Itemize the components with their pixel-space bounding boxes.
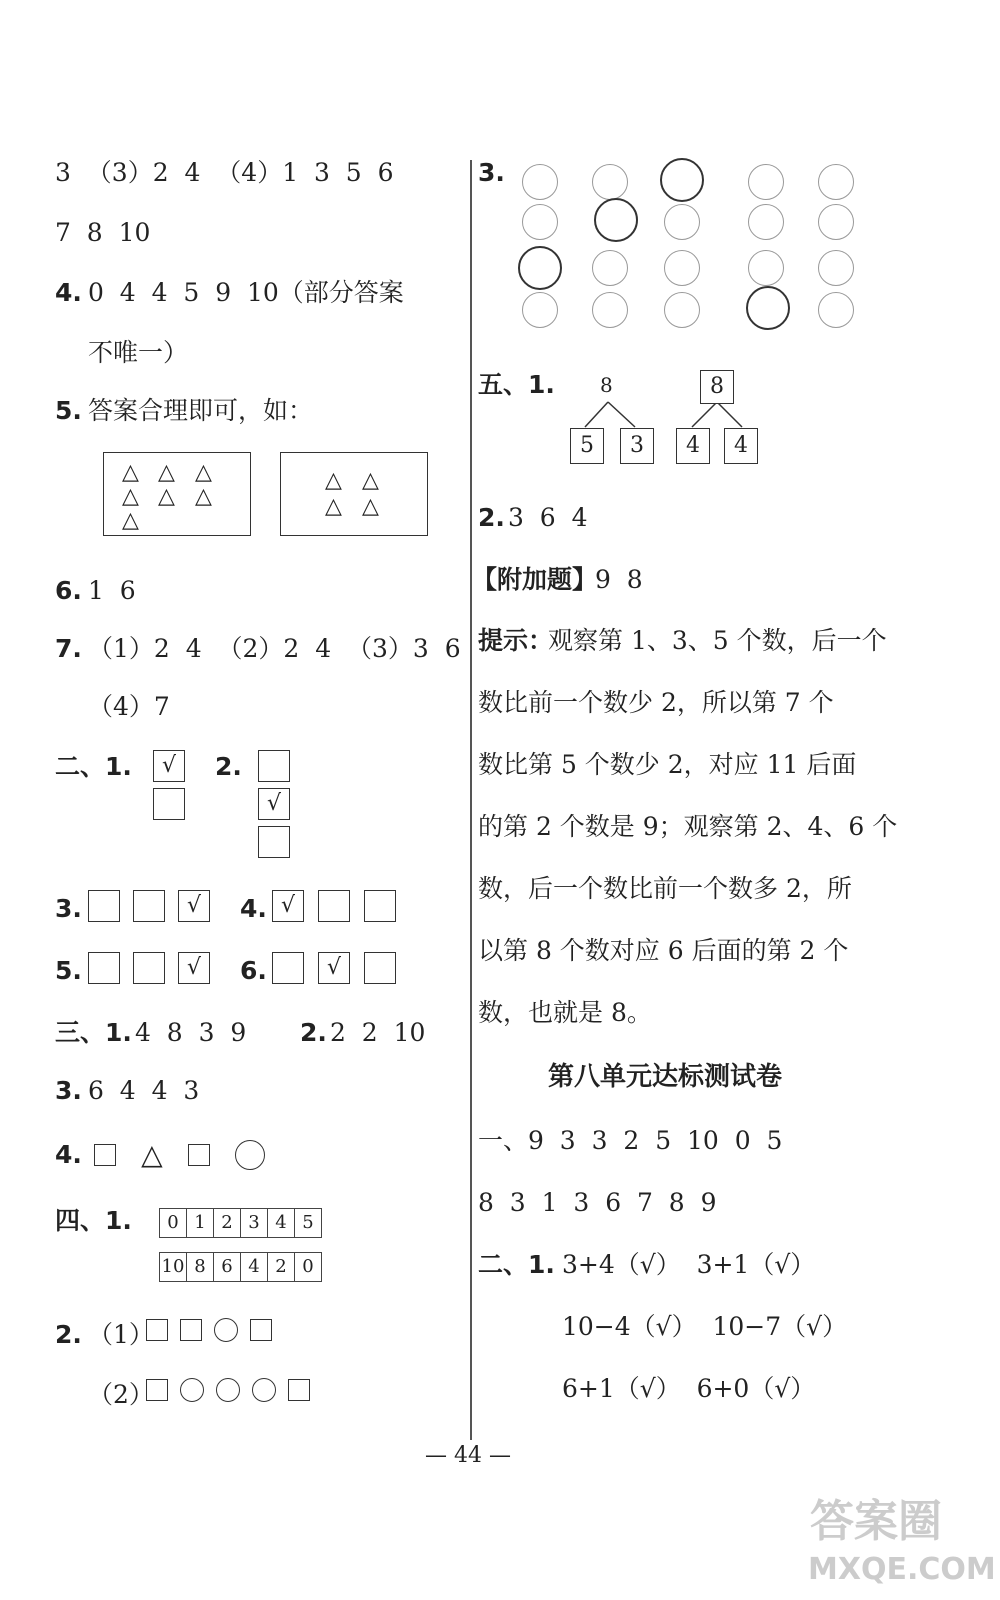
section-4-label: 四、1. xyxy=(55,1206,132,1235)
r-q3-number: 3. xyxy=(478,158,505,187)
number-cell: 6 xyxy=(213,1252,241,1282)
hint-line-4: 的第 2 个数是 9；观察第 2、4、6 个 xyxy=(478,812,898,841)
answer-line-1: 3 （3）2 4 （4）1 3 5 6 xyxy=(55,158,394,187)
watermelon-icon xyxy=(818,204,854,240)
q5-answer: 答案合理即可，如： xyxy=(88,396,314,425)
s3-q4-number: 4. xyxy=(55,1140,82,1169)
unit-s2-line-1: 3+4（√） 3+1（√） xyxy=(562,1250,816,1279)
eraser-icon xyxy=(592,164,628,200)
checkbox xyxy=(88,952,120,984)
s2-q2-number: 2. xyxy=(215,752,242,781)
seal-icon xyxy=(518,246,562,290)
dog-icon xyxy=(748,250,784,286)
s3-q2-answer: 2 2 10 xyxy=(330,1018,426,1047)
unit-s2-line-2: 10−4（√） 10−7（√） xyxy=(562,1312,848,1341)
bonus-label: 【附加题】 xyxy=(472,565,598,594)
s3-q1-answer: 4 8 3 9 xyxy=(135,1018,247,1047)
square-shape xyxy=(250,1319,272,1341)
hint-line-7: 数，也就是 8。 xyxy=(478,998,652,1027)
circle-shape xyxy=(214,1318,238,1342)
q6-number: 6. xyxy=(55,576,82,605)
number-row-1 xyxy=(160,1208,322,1238)
q7-answer: （1）2 4 （2）2 4 （3）3 6 xyxy=(88,634,461,663)
square-shape xyxy=(180,1319,202,1341)
unit-s2-label: 二、1. xyxy=(478,1250,555,1279)
checkbox xyxy=(258,826,290,858)
square-shape xyxy=(94,1144,116,1166)
number-cell: 4 xyxy=(267,1208,295,1238)
circle-shape xyxy=(252,1378,276,1402)
bond2-part-a: 4 xyxy=(676,428,710,464)
corn-icon xyxy=(664,292,700,328)
circle-shape xyxy=(235,1140,265,1170)
triangle-icon: △ xyxy=(122,484,139,509)
number-cell: 0 xyxy=(159,1208,187,1238)
number-cell: 8 xyxy=(186,1252,214,1282)
s4-q2-number: 2. xyxy=(55,1320,82,1349)
pepper-icon xyxy=(592,292,628,328)
number-cell: 2 xyxy=(267,1252,295,1282)
bond2-part-b: 4 xyxy=(724,428,758,464)
section-2-label: 二、1. xyxy=(55,752,132,781)
unit-s2-line-3: 6+1（√） 6+0（√） xyxy=(562,1374,816,1403)
bond1-part-b: 3 xyxy=(620,428,654,464)
s4-q2-part1: （1） xyxy=(88,1320,154,1349)
hint-line-6: 以第 8 个数对应 6 后面的第 2 个 xyxy=(478,936,849,965)
number-cell: 5 xyxy=(294,1208,322,1238)
cherry-icon xyxy=(522,204,558,240)
s3-q3-number: 3. xyxy=(55,1076,82,1105)
s2-q3-number: 3. xyxy=(55,894,82,923)
triangle-box-right xyxy=(280,452,428,536)
square-shape xyxy=(146,1319,168,1341)
r-q2-number: 2. xyxy=(478,503,505,532)
bear-icon xyxy=(818,250,854,286)
checkbox: √ xyxy=(258,788,290,820)
number-cell: 4 xyxy=(240,1252,268,1282)
number-row-2 xyxy=(160,1252,322,1282)
bond1-part-a: 5 xyxy=(570,428,604,464)
eggplant-icon xyxy=(522,292,558,328)
watermark-url: MXQE.COM xyxy=(808,1552,996,1587)
unit-title: 第八单元达标测试卷 xyxy=(548,1062,783,1092)
number-cell: 1 xyxy=(186,1208,214,1238)
checkbox: √ xyxy=(318,952,350,984)
number-cell: 10 xyxy=(159,1252,187,1282)
shape-sequence xyxy=(88,1138,271,1171)
giraffe-icon xyxy=(664,250,700,286)
hedgehog-icon xyxy=(592,250,628,286)
triangle-icon: △ xyxy=(362,494,379,519)
square-shape xyxy=(288,1379,310,1401)
triangle-shape: △ xyxy=(141,1138,163,1171)
section-3-label: 三、1. xyxy=(55,1018,132,1047)
checkbox xyxy=(153,788,185,820)
q6-answer: 1 6 xyxy=(88,576,136,605)
triangle-icon: △ xyxy=(158,460,175,485)
square-shape xyxy=(146,1379,168,1401)
checkbox xyxy=(133,890,165,922)
pencil-icon xyxy=(522,164,558,200)
circle-shape xyxy=(216,1378,240,1402)
unit-answer-1: 一、9 3 3 2 5 10 0 5 xyxy=(478,1126,783,1155)
checkbox: √ xyxy=(153,750,185,782)
checkbox xyxy=(364,890,396,922)
triangle-icon: △ xyxy=(325,468,342,493)
triangle-icon: △ xyxy=(195,460,212,485)
bag-icon xyxy=(748,164,784,200)
s2-q6-number: 6. xyxy=(240,956,267,985)
number-cell: 0 xyxy=(294,1252,322,1282)
hint-line-1: 观察第 1、3、5 个数，后一个 xyxy=(548,626,887,655)
bond1-top: 8 xyxy=(600,373,613,397)
hint-line-5: 数，后一个数比前一个数多 2，所 xyxy=(478,874,852,903)
flower-icon xyxy=(660,158,704,202)
checkbox xyxy=(133,952,165,984)
shape-sequence-2 xyxy=(140,1378,316,1402)
bonus-answer: 9 8 xyxy=(595,565,643,594)
triangle-icon: △ xyxy=(122,508,139,533)
answer-line-2: 7 8 10 xyxy=(55,218,151,247)
checkbox xyxy=(258,750,290,782)
triangle-icon: △ xyxy=(158,484,175,509)
q4-answer-cont: 不唯一） xyxy=(88,338,189,367)
s2-q5-number: 5. xyxy=(55,956,82,985)
s3-q3-answer: 6 4 4 3 xyxy=(88,1076,200,1105)
number-cell: 3 xyxy=(240,1208,268,1238)
checkbox: √ xyxy=(178,890,210,922)
page-number: — 44 — xyxy=(425,1443,511,1468)
q5-number: 5. xyxy=(55,396,82,425)
unit-answer-2: 8 3 1 3 6 7 8 9 xyxy=(478,1188,717,1217)
watermark-logo: 答案圈 xyxy=(810,1496,942,1547)
number-cell: 2 xyxy=(213,1208,241,1238)
q7-number: 7. xyxy=(55,634,82,663)
triangle-icon: △ xyxy=(195,484,212,509)
square-shape xyxy=(188,1144,210,1166)
r-q2-answer: 3 6 4 xyxy=(508,503,588,532)
q7-answer-cont: （4）7 xyxy=(88,692,170,721)
bond2-top: 8 xyxy=(700,370,734,404)
q4-answer: 0 4 4 5 9 10（部分答案 xyxy=(88,278,404,307)
hint-line-2: 数比前一个数少 2，所以第 7 个 xyxy=(478,688,834,717)
book-icon xyxy=(818,164,854,200)
checkbox xyxy=(272,952,304,984)
triangle-icon: △ xyxy=(122,460,139,485)
checkbox xyxy=(88,890,120,922)
vegetable-icon xyxy=(818,292,854,328)
checkbox: √ xyxy=(178,952,210,984)
hint-line-3: 数比第 5 个数少 2，对应 11 后面 xyxy=(478,750,857,779)
s3-q2-number: 2. xyxy=(300,1018,327,1047)
pear-icon xyxy=(748,204,784,240)
s2-q4-number: 4. xyxy=(240,894,267,923)
mushroom-icon xyxy=(594,198,638,242)
crab-icon xyxy=(746,286,790,330)
checkbox xyxy=(364,952,396,984)
shape-sequence-1 xyxy=(140,1318,278,1342)
hint-label: 提示： xyxy=(478,626,554,655)
triangle-icon: △ xyxy=(325,494,342,519)
s4-q2-part2: （2） xyxy=(88,1380,154,1409)
peach-icon xyxy=(664,204,700,240)
circle-shape xyxy=(180,1378,204,1402)
checkbox: √ xyxy=(272,890,304,922)
triangle-icon: △ xyxy=(362,468,379,493)
column-divider xyxy=(470,160,472,1440)
section-5-label: 五、1. xyxy=(478,370,555,399)
q4-number: 4. xyxy=(55,278,82,307)
checkbox xyxy=(318,890,350,922)
